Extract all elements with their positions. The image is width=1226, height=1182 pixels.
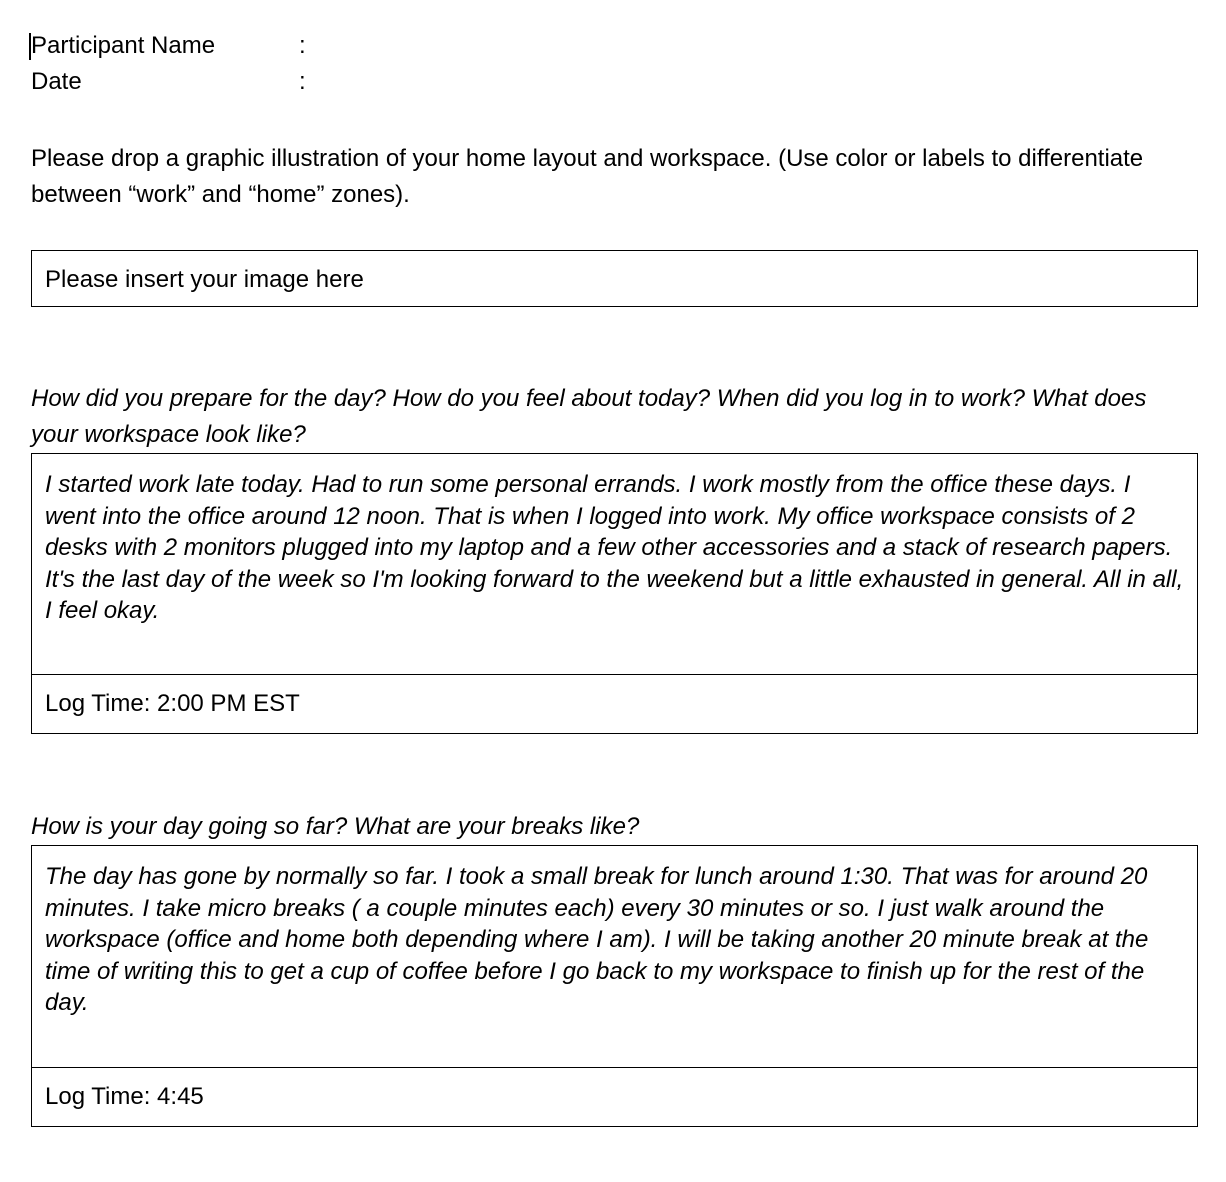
participant-name-row (31, 28, 1198, 64)
answer-table-1 (31, 453, 1198, 734)
date-colon[interactable]: : (299, 68, 306, 95)
log-time-2[interactable]: Log Time: 4:45 (45, 1083, 204, 1110)
answer-table-2 (31, 845, 1198, 1127)
date-row (31, 64, 1198, 100)
answer-1[interactable]: I started work late today. Had to run some personal errands. I work mostly from the office these days. I went into the office around 12 noon. That is when I logged into work. My office workspace consists of 2 desks with 2 monitors plugged into my laptop and a few other accessories and a stack of research papers. It's the last day of the week so I'm looking forward to the weekend but a little exhausted in general. All in all, I feel okay. (32, 454, 1197, 675)
document-page (31, 28, 1198, 1127)
participant-name-label: Participant Name (31, 32, 216, 59)
instructions-text: Please drop a graphic illustration of your home layout and workspace. (Use color or labels to differentiate between “work” and “home” zones). (31, 145, 1144, 208)
participant-name-colon[interactable]: : (299, 32, 306, 59)
question-1: How did you prepare for the day? How do you feel about today? When did you log in to work? What does your workspace look like? (31, 385, 1147, 448)
log-time-1[interactable]: Log Time: 2:00 PM EST (45, 690, 300, 717)
question-2: How is your day going so far? What are your breaks like? (31, 813, 640, 840)
image-placeholder-text: Please insert your image here (45, 266, 364, 293)
date-label: Date (31, 68, 82, 95)
image-placeholder-box[interactable] (31, 250, 1198, 307)
answer-2[interactable]: The day has gone by normally so far. I took a small break for lunch around 1:30. That was for around 20 minutes. I take micro breaks ( a couple minutes each) every 30 minutes or so. I just walk around the workspace (office and home both depending where I am). I will be taking another 20 minute break at the time of writing this to get a cup of coffee before I go back to my workspace to finish up for the rest of the day. (32, 846, 1197, 1068)
